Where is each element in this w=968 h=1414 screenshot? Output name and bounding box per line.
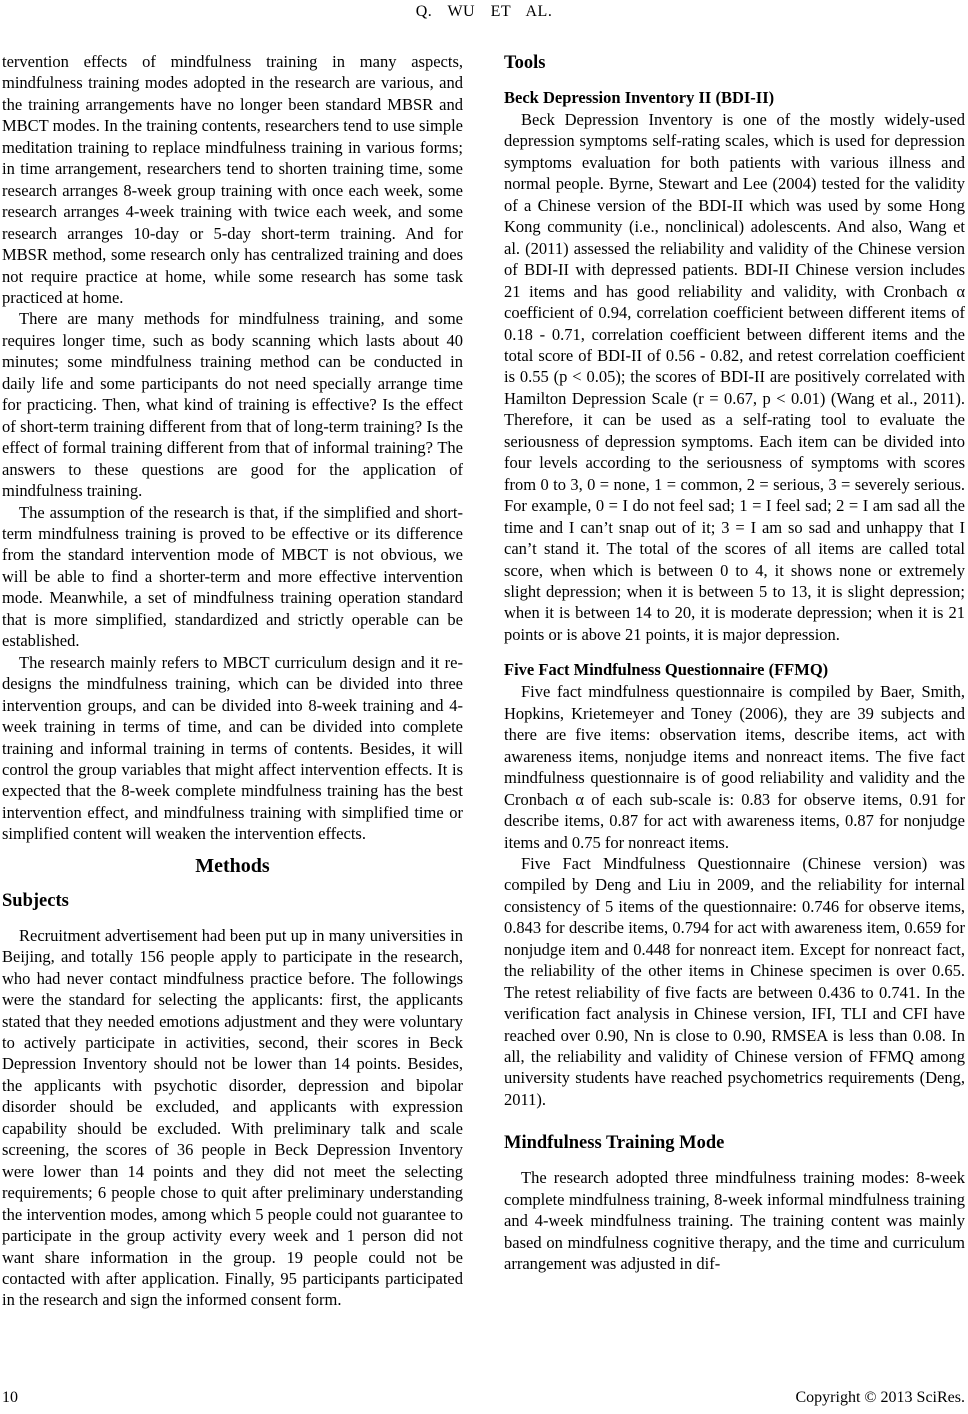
training-mode-paragraph: The research adopted three mindfulness training modes: 8-week complete mindfulness training, 8-week informal mindfulness training and 4-week mindfulness training. The training content was mainly based on mindfulness cognitive therapy, and the time and curriculum arrangement was adjusted in dif-: [504, 1168, 965, 1274]
bdi-paragraph: Beck Depression Inventory is one of the mostly widely-used depression symptoms self-rating scales, which is used for depression symptoms evaluation for both patients with various illness and normal people. Byrne, Stewart and Lee (2004) tested for the validity of a Chinese version of the BDI-II which was used by some Hong Kong community (i.e., nonclinical) adolescents. And also, Wang et al. (2011) assessed the reliability and validity of the Chinese version of BDI-II with depressed patients. BDI-II Chinese version includes 21 items and has good reliability and validity, with Cronbach α coefficient of 0.94, correlation coefficient between different items of 0.18 - 0.71, correlation coefficient between different items and the total score of BDI-II of 0.56 - 0.82, and retest correlation coefficient is 0.55 (p < 0.05); the scores of BDI-II are positively correlated with Hamilton Depression Scale (r = 0.67, p < 0.01) (Wang et al., 2011). Therefore, it can be used as a self-rating tool to evaluate the seriousness of depression symptoms. Each item can be divided into four levels according to the seriousness of symptoms with scores from 0 to 3, 0 = none, 1 = common, 2 = serious, 3 = severely serious. For example, 0 = I do not feel sad; 1 = I feel sad; 2 = I am sad all the time and I can’t snap out of it; 3 = I am so sad and unhappy that I can’t stand it. The total of the scores of all items are called total score, when which is between 0 to 4, it shows none or extremely slight depression; when it is between 5 to 13, it is slight depression; when it is between 14 to 20, it is moderate depression; when it is 21 points or is above 21 points, it is major depression.: [504, 110, 965, 644]
page-footer: [2, 1388, 965, 1408]
ffmq-heading: Five Fact Mindfulness Questionnaire (FFMQ): [504, 660, 829, 680]
intro-paragraph: There are many methods for mindfulness training, and some requires longer time, such as body scanning which lasts about 40 minutes; some mindfulness training method can be conducted in daily life and some participants do not need specially arrange time for practicing. Then, what kind of training is effective? Is the effect of short-term training different from that of long-term training? Is the effect of formal training different from that of informal training? The answers to these questions are good for the application of mindfulness training.: [2, 309, 463, 501]
tools-subsection-heading: Tools: [504, 53, 546, 73]
ffmq-paragraph: Five fact mindfulness questionnaire is compiled by Baer, Smith, Hopkins, Krietemeyer and Toney (2006), they are 39 subjects and there are five items: observation items, describe items, act with awareness items, nonjudge items and nonreact items. The five fact mindfulness questionnaire is of good reliability and validity and the Cronbach α of each sub-scale is: 0.83 for observe items, 0.91 for describe items, 0.87 for act with awareness items, 0.87 for nonjudge items and 0.75 for nonreact items.: [504, 682, 965, 852]
intro-paragraph: The research mainly refers to MBCT curriculum design and it re-designs the mindfulness training, which can be divided into three intervention groups, and can be divided into 8-week training and 4-week training in terms of time, and can be divided into complete training and informal training in terms of contents. Besides, it will control the group variables that might affect intervention effects. It is expected that the 8-week complete mindfulness training has the best intervention effect, and mindfulness training with simplified time or simplified content will weaken the intervention effects.: [2, 652, 463, 844]
running-head: Q. WU ET AL.: [415, 3, 553, 20]
right-column: [504, 51, 965, 1311]
training-mode-heading: Mindfulness Training Mode: [504, 1133, 725, 1154]
copyright-notice: Copyright © 2013 SciRes.: [795, 1389, 965, 1406]
ffmq-paragraph: Five Fact Mindfulness Questionnaire (Chinese version) was compiled by Deng and Liu in 2009, and the reliability for internal consistency of 5 items of the questionnaire: 0.746 for observe items, 0.843 for describe items, 0.794 for act with awareness item, 0.659 for nonjudge item and 0.448 for nonreact item. Except for nonreact fact, the reliability of the other items in Chinese specimen is over 0.65. The retest reliability of five facts are between 0.436 to 0.741. In the verification fact analysis in Chinese version, IFI, TLI and CFI have reached over 0.90, Nn is close to 0.90, RMSEA is less than 0.08. In all, the reliability and validity of Chinese version of FFMQ among university students have reached psychometrics requirements (Deng, 2011).: [504, 853, 965, 1109]
left-column: [2, 51, 463, 1311]
page-body: [2, 51, 966, 1311]
intro-paragraph: The assumption of the research is that, if the simplified and short-term mindfulness training is proved to be effective or its difference from the standard intervention mode of MBCT is not obvious, we will be able to find a shorter-term and more effective intervention mode. Meanwhile, a set of mindfulness training operation standard that is more simplified, standardized and strictly operable can be established.: [2, 502, 463, 651]
subjects-paragraph: Recruitment advertisement had been put up in many universities in Beijing, and totally 156 people apply to participate in the research, who had never contact mindfulness practice before. The followings were the standard for selecting the applicants: first, the applicants stated that they needed emotions adjustment and they were voluntary to actively participate in activities, second, their scores in Beck Depression Inventory should not be lower than 14 points. Besides, the applicants with psychotic disorder, depression and bipolar disorder should be excluded, and applicants with expression capability should be excluded. With preliminary talk and scale screening, the scores of 36 people in Beck Depression Inventory were lower than 14 points and they did not meet the selecting requirements; 6 people chose to quit after preliminary understanding the intervention modes, among which 5 people could not guarantee to participate in the group activity every week and 1 person did not want share information in the group. 19 people could not be contacted with after application. Finally, 95 participants participated in the research and sign the informed consent form.: [2, 925, 463, 1310]
bdi-heading: Beck Depression Inventory II (BDI-II): [504, 88, 775, 107]
page-number: 10: [2, 1389, 18, 1406]
methods-section-heading: Methods: [195, 854, 270, 877]
subjects-subsection-heading: Subjects: [2, 890, 69, 911]
intro-paragraph-continuation: tervention effects of mindfulness training in many aspects, mindfulness training modes adopted in the research are various, and the training arrangements have no longer been standard MBSR and MBCT modes. In the training contents, researchers tend to use simple meditation training to replace mindfulness training in various forms; in time arrangement, researchers tend to shorten training time, some research arranges 8-week group training with once each week, some research arranges 4-week training with twice each week, and some research arranges 10-day or 5-day short-term training. And for MBSR method, some research only has centralized training and does not require practice at home, while some research has some task practiced at home.: [2, 52, 463, 307]
